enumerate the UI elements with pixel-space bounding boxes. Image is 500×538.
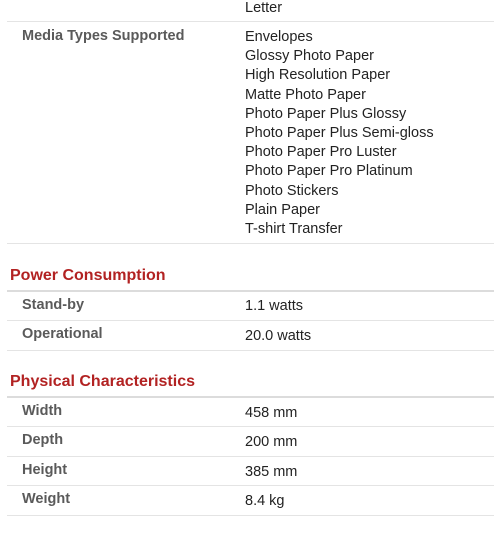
media-type-item: Photo Paper Plus Semi-gloss [245,125,434,142]
spec-value [245,0,282,18]
spec-value: 200 mm [245,434,298,450]
media-type-item: Photo Stickers [245,182,339,199]
spec-row-paper-sizes [7,0,494,22]
spec-label: Weight [22,491,71,507]
spec-row-weight [7,486,494,516]
media-type-item: Plain Paper [245,201,320,218]
spec-row-operational [7,321,494,351]
media-type-item: Photo Paper Pro Platinum [245,163,413,180]
spec-label: Stand-by [22,297,85,313]
spec-label: Height [22,462,68,478]
spec-value: 1.1 watts [245,298,304,314]
media-type-item: Photo Paper Plus Glossy [245,105,407,122]
media-types-list [245,28,434,239]
media-type-item: Photo Paper Pro Luster [245,144,397,161]
spec-row-height [7,457,494,486]
spec-label: Operational [22,326,103,342]
media-type-item: Glossy Photo Paper [245,48,374,65]
spec-value: 385 mm [245,464,298,480]
spec-row-width [7,398,494,427]
section-title-physical: Physical Characteristics [10,373,195,390]
spec-row-standby [7,292,494,321]
spec-label: Width [22,403,63,419]
media-type-item: Matte Photo Paper [245,86,366,103]
spec-value: 458 mm [245,405,298,421]
spec-label: Depth [22,432,64,448]
spec-row-media-types [7,22,494,244]
paper-size-item: Letter [245,0,283,16]
spec-label: Media Types Supported [22,28,185,44]
spec-value: 20.0 watts [245,328,312,344]
spec-value: 8.4 kg [245,493,285,509]
media-type-item: Envelopes [245,29,313,45]
media-type-item: T-shirt Transfer [245,221,343,238]
spec-row-depth [7,427,494,457]
section-title-power: Power Consumption [10,267,166,284]
media-type-item: High Resolution Paper [245,67,391,84]
